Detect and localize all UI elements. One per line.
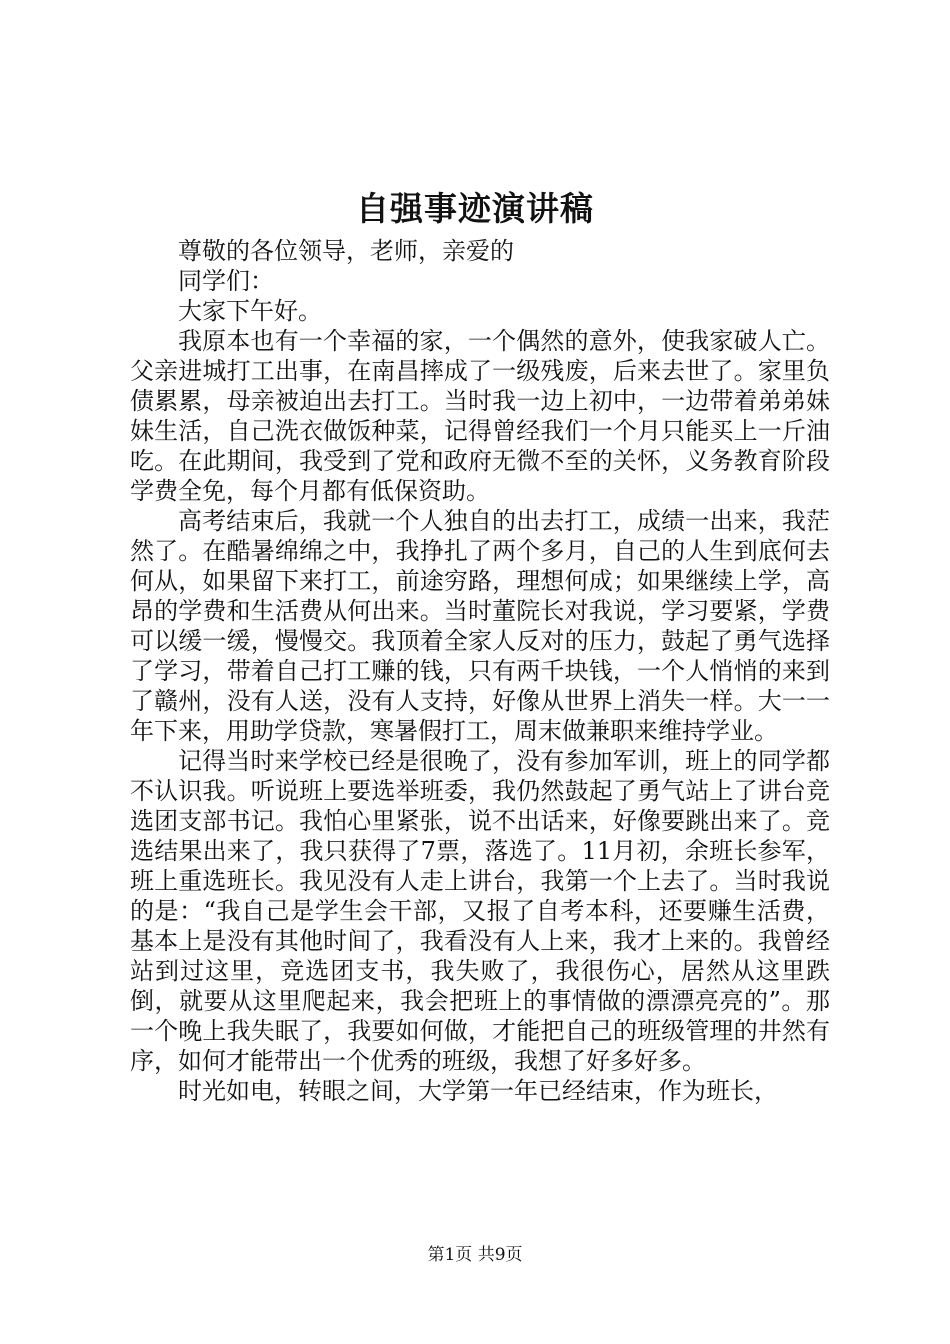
paragraph-salutation: 大家下午好。	[178, 297, 322, 325]
paragraph-college: 高考结束后，我就一个人独自的出去打工，成绩一出来，我茫然了。在酷暑绵绵之中，我挣扎了两个多月，自己的人生到底何去何从，如果留下来打工，前途穷路，理想何成；如果继续上学，高昂的学费和生活费从何出来。当时董院长对我说，学习要紧，学费可以缓一缓，慢慢交。我顶着全家人反对的压力，鼓起了勇气选择了学习，带着自己打工赚的钱，只有两千块钱，一个人悄悄的来到了赣州，没有人送，没有人支持，好像从世界上消失一样。大一一年下来，用助学贷款，寒暑假打工，周末做兼职来维持学业。	[130, 507, 830, 745]
paragraph-family: 我原本也有一个幸福的家，一个偶然的意外，使我家破人亡。父亲进城打工出事，在南昌摔成了一级残废，后来去世了。家里负债累累，母亲被迫出去打工。当时我一边上初中，一边带着弟弟妹妹生活，自己洗衣做饭种菜，记得曾经我们一个月只能买上一斤油吃。在此期间，我受到了党和政府无微不至的关怀，义务教育阶段学费全免，每个月都有低保资助。	[130, 327, 830, 505]
paragraph-greeting-cont: 同学们：	[178, 267, 274, 295]
paragraph-greeting: 尊敬的各位领导，老师，亲爱的	[178, 237, 514, 265]
page-footer: 第1页 共9页	[427, 1245, 523, 1265]
document-title: 自强事迹演讲稿	[356, 189, 594, 228]
document-body	[130, 236, 830, 1106]
paragraph-time: 时光如电，转眼之间，大学第一年已经结束，作为班长，	[178, 1077, 778, 1105]
paragraph-election: 记得当时来学校已经是很晚了，没有参加军训，班上的同学都不认识我。听说班上要选举班委，我仍然鼓起了勇气站上了讲台竞选团支部书记。我怕心里紧张，说不出话来，好像要跳出来了。竞选结果出来了，我只获得了7票，落选了。11月初，余班长参军，班上重选班长。我见没有人走上讲台，我第一个上去了。当时我说的是：“我自己是学生会干部，又报了自考本科，还要赚生活费，基本上是没有其他时间了，我看没有人上来，我才上来的。我曾经站到过这里，竞选团支书，我失败了，我很伤心，居然从这里跌倒，就要从这里爬起来，我会把班上的事情做的漂漂亮亮的”。那一个晚上我失眠了，我要如何做，才能把自己的班级管理的井然有序，如何才能带出一个优秀的班级，我想了好多好多。	[130, 747, 830, 1075]
